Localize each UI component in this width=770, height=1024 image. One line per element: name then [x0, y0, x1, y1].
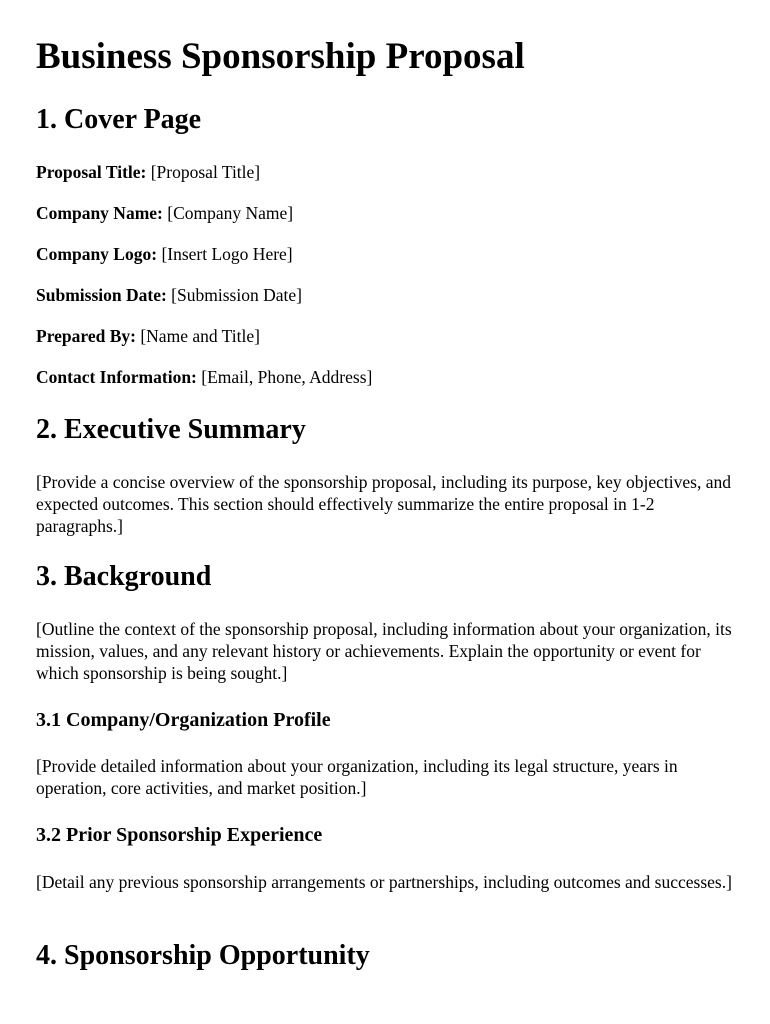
- field-label: Submission Date:: [36, 285, 167, 305]
- field-label: Proposal Title:: [36, 162, 147, 182]
- field-label: Company Name:: [36, 203, 163, 223]
- field-label: Contact Information:: [36, 367, 197, 387]
- company-name-field: [36, 202, 293, 224]
- field-label: Company Logo:: [36, 244, 158, 264]
- proposal-title-field: [36, 161, 260, 183]
- background-body: [Outline the context of the sponsorship proposal, including information about your organization, its mission, values, and any relevant history or achievements. Explain the opportunity or event for which sponsorship is being sought.]: [36, 619, 732, 683]
- prior-experience-heading: 3.2 Prior Sponsorship Experience: [36, 824, 323, 846]
- field-value: [Proposal Title]: [150, 162, 261, 182]
- field-label: Prepared By:: [36, 326, 136, 346]
- document-title: Business Sponsorship Proposal: [36, 36, 525, 77]
- cover-page-heading: 1. Cover Page: [36, 104, 202, 135]
- company-profile-heading: 3.1 Company/Organization Profile: [36, 709, 331, 731]
- field-value: [Email, Phone, Address]: [201, 367, 373, 387]
- field-value: [Name and Title]: [140, 326, 260, 346]
- prior-experience-body: [Detail any previous sponsorship arrangements or partnerships, including outcomes and successes.]: [36, 872, 732, 892]
- executive-summary-body: [Provide a concise overview of the sponsorship proposal, including its purpose, key objectives, and expected outcomes. This section should effectively summarize the entire proposal in 1-2 paragraphs.]: [36, 472, 731, 536]
- submission-date-field: [36, 284, 302, 306]
- background-heading: 3. Background: [36, 561, 212, 592]
- field-value: [Company Name]: [167, 203, 294, 223]
- sponsorship-opportunity-heading: 4. Sponsorship Opportunity: [36, 940, 370, 971]
- field-value: [Submission Date]: [171, 285, 302, 305]
- company-profile-body: [Provide detailed information about your organization, including its legal structure, years in operation, core activities, and market position.]: [36, 756, 678, 798]
- company-logo-field: [36, 243, 293, 265]
- contact-information-field: [36, 366, 372, 388]
- executive-summary-heading: 2. Executive Summary: [36, 414, 306, 445]
- prepared-by-field: [36, 325, 260, 347]
- field-value: [Insert Logo Here]: [161, 244, 293, 264]
